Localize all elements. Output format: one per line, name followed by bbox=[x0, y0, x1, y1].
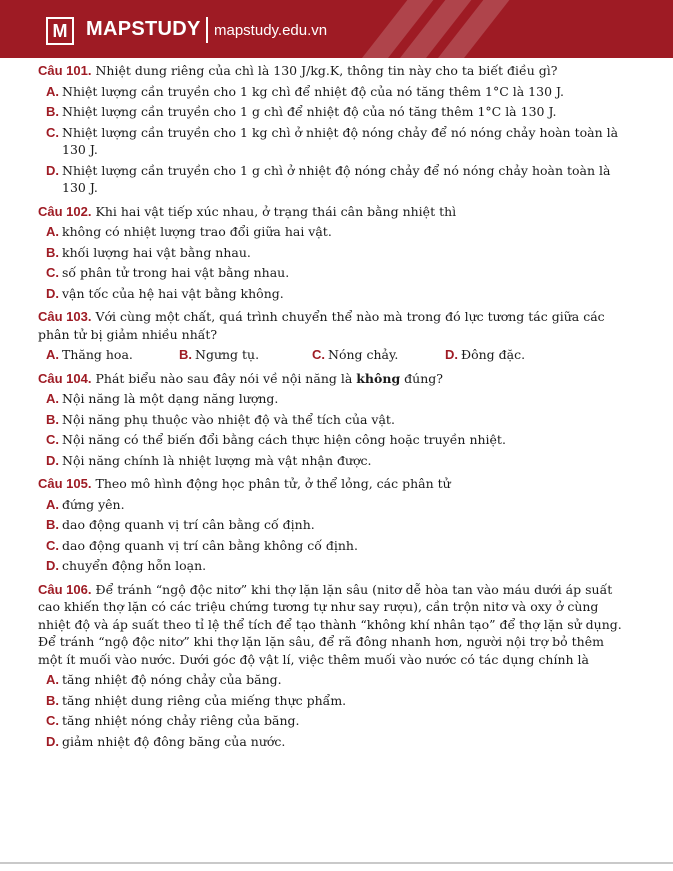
option-text: tăng nhiệt dung riêng của miếng thực phẩm. bbox=[62, 692, 347, 708]
question-text: Với cùng một chất, quá trình chuyển thể nào mà trong đó lực tương tác giữa các phân tử bị giảm nhiều nhất? bbox=[38, 309, 605, 342]
question-number: Câu 102. bbox=[38, 203, 92, 219]
option-b bbox=[179, 346, 312, 364]
option-letter: A. bbox=[46, 83, 59, 99]
option-letter: B. bbox=[46, 104, 59, 119]
option-letter: D. bbox=[46, 162, 59, 178]
option-text: Nhiệt lượng cần truyền cho 1 kg chì ở nhiệt độ nóng chảy để nó nóng chảy hoàn toàn là 130 J. bbox=[62, 124, 619, 157]
option-letter: C. bbox=[46, 124, 59, 140]
option-d bbox=[38, 557, 624, 575]
question-number: Câu 103. bbox=[38, 309, 92, 324]
option-letter: A. bbox=[46, 672, 59, 687]
option-b bbox=[38, 244, 624, 262]
question-text: Khi hai vật tiếp xúc nhau, ở trạng thái cân bằng nhiệt thì bbox=[95, 203, 457, 219]
option-a bbox=[38, 390, 624, 408]
question-103 bbox=[38, 308, 624, 364]
option-text: không có nhiệt lượng trao đổi giữa hai vật. bbox=[62, 224, 332, 239]
option-d bbox=[38, 452, 624, 470]
option-letter: C. bbox=[46, 713, 59, 728]
question-text: Để tránh “ngộ độc nitơ” khi thợ lặn lặn sâu (nitơ dễ hòa tan vào máu dưới áp suất cao khiến thợ lặn có các triệu chứng tương tự như say rượu), cần trộn nitơ và oxy ở cùng nhiệt độ và áp suất theo tỉ lệ thể tích để tạo thành “không khí nhân tạo” để thợ lặn sử dụng. Để tránh “ngộ độc nitơ” khi thợ lặn lặn sâu, để rã đông nhanh hơn, người nội trợ bỏ thêm một ít muối vào nước. Dưới góc độ vật lí, việc thêm muối vào nước có tác dụng chính là bbox=[38, 581, 622, 667]
option-letter: A. bbox=[46, 496, 59, 512]
question-105 bbox=[38, 475, 624, 575]
question-101 bbox=[38, 62, 624, 197]
option-text: Nhiệt lượng cần truyền cho 1 g chì để nhiệt độ của nó tăng thêm 1°C là 130 J. bbox=[62, 104, 557, 119]
option-a bbox=[38, 496, 624, 514]
option-letter: D. bbox=[46, 733, 59, 749]
option-a bbox=[38, 83, 624, 101]
option-text: tăng nhiệt nóng chảy riêng của băng. bbox=[62, 713, 300, 728]
option-letter: C. bbox=[46, 537, 59, 553]
option-letter: A. bbox=[46, 391, 59, 406]
option-letter: C. bbox=[312, 347, 325, 362]
option-d bbox=[38, 162, 624, 197]
question-number: Câu 106. bbox=[38, 581, 92, 597]
option-b bbox=[38, 103, 624, 121]
option-c bbox=[38, 264, 624, 282]
question-text: Phát biểu nào sau đây nói về nội năng là bbox=[95, 370, 357, 386]
header-divider bbox=[206, 17, 208, 43]
option-c bbox=[38, 124, 624, 159]
question-102 bbox=[38, 203, 624, 303]
option-c bbox=[312, 346, 445, 364]
option-letter: D. bbox=[46, 285, 59, 301]
option-d bbox=[38, 733, 624, 751]
option-text: dao động quanh vị trí cân bằng không cố định. bbox=[62, 537, 358, 553]
page-header bbox=[0, 0, 673, 58]
emphasis-text: không bbox=[356, 370, 401, 386]
option-text: vận tốc của hệ hai vật bằng không. bbox=[62, 285, 284, 301]
option-c bbox=[38, 712, 624, 730]
option-text: đứng yên. bbox=[62, 496, 125, 512]
option-text: Ngưng tụ. bbox=[195, 347, 260, 362]
question-104 bbox=[38, 370, 624, 470]
option-letter: D. bbox=[445, 347, 458, 362]
option-text: Nội năng là một dạng năng lượng. bbox=[62, 391, 279, 406]
option-letter: B. bbox=[46, 692, 59, 708]
option-letter: B. bbox=[46, 244, 59, 260]
option-letter: A. bbox=[46, 224, 59, 239]
question-stem bbox=[38, 475, 624, 493]
option-text: Nội năng có thể biến đổi bằng cách thực hiện công hoặc truyền nhiệt. bbox=[62, 432, 506, 447]
option-letter: B. bbox=[179, 347, 192, 362]
question-text-end: đúng? bbox=[400, 370, 443, 386]
option-text: Nóng chảy. bbox=[328, 347, 399, 362]
question-106 bbox=[38, 581, 624, 751]
logo-icon: M bbox=[46, 17, 74, 45]
option-a bbox=[46, 346, 179, 364]
option-text: Thăng hoa. bbox=[62, 347, 133, 362]
option-c bbox=[38, 431, 624, 449]
option-text: Đông đặc. bbox=[461, 347, 526, 362]
option-letter: A. bbox=[46, 347, 59, 362]
option-text: Nội năng chính là nhiệt lượng mà vật nhận được. bbox=[62, 452, 372, 468]
question-stem bbox=[38, 308, 624, 343]
option-a bbox=[38, 671, 624, 689]
option-text: tăng nhiệt độ nóng chảy của băng. bbox=[62, 672, 282, 687]
question-number: Câu 105. bbox=[38, 476, 92, 491]
question-text: Theo mô hình động học phân tử, ở thể lỏng, các phân tử bbox=[95, 476, 451, 491]
question-stem bbox=[38, 203, 624, 221]
question-number: Câu 104. bbox=[38, 370, 92, 386]
option-letter: D. bbox=[46, 452, 59, 468]
question-stem bbox=[38, 62, 624, 80]
option-letter: D. bbox=[46, 558, 59, 573]
option-letter: C. bbox=[46, 432, 59, 447]
option-letter: B. bbox=[46, 411, 59, 427]
question-text: Nhiệt dung riêng của chì là 130 J/kg.K, thông tin này cho ta biết điều gì? bbox=[95, 63, 558, 78]
option-a bbox=[38, 223, 624, 241]
option-text: Nội năng phụ thuộc vào nhiệt độ và thể tích của vật. bbox=[62, 411, 395, 427]
question-stem bbox=[38, 370, 624, 388]
option-c bbox=[38, 537, 624, 555]
option-text: số phân tử trong hai vật bằng nhau. bbox=[62, 265, 290, 280]
option-d bbox=[38, 285, 624, 303]
question-number: Câu 101. bbox=[38, 63, 92, 78]
option-text: khối lượng hai vật bằng nhau. bbox=[62, 244, 251, 260]
option-text: Nhiệt lượng cần truyền cho 1 kg chì để nhiệt độ của nó tăng thêm 1°C là 130 J. bbox=[62, 83, 565, 99]
option-d bbox=[445, 346, 578, 364]
option-b bbox=[38, 516, 624, 534]
question-stem bbox=[38, 581, 624, 669]
option-b bbox=[38, 692, 624, 710]
option-text: dao động quanh vị trí cân bằng cố định. bbox=[62, 517, 315, 532]
site-url: mapstudy.edu.vn bbox=[214, 22, 328, 39]
option-letter: B. bbox=[46, 517, 59, 532]
footer-divider bbox=[0, 862, 673, 864]
option-text: Nhiệt lượng cần truyền cho 1 g chì ở nhiệt độ nóng chảy để nó nóng chảy hoàn toàn là 130 J. bbox=[62, 162, 611, 195]
option-b bbox=[38, 411, 624, 429]
brand-name: MAPSTUDY bbox=[86, 18, 201, 40]
option-text: giảm nhiệt độ đông băng của nước. bbox=[62, 733, 286, 749]
option-letter: C. bbox=[46, 265, 59, 280]
question-list bbox=[38, 62, 624, 750]
option-text: chuyển động hỗn loạn. bbox=[62, 558, 207, 573]
option-row bbox=[38, 346, 624, 364]
